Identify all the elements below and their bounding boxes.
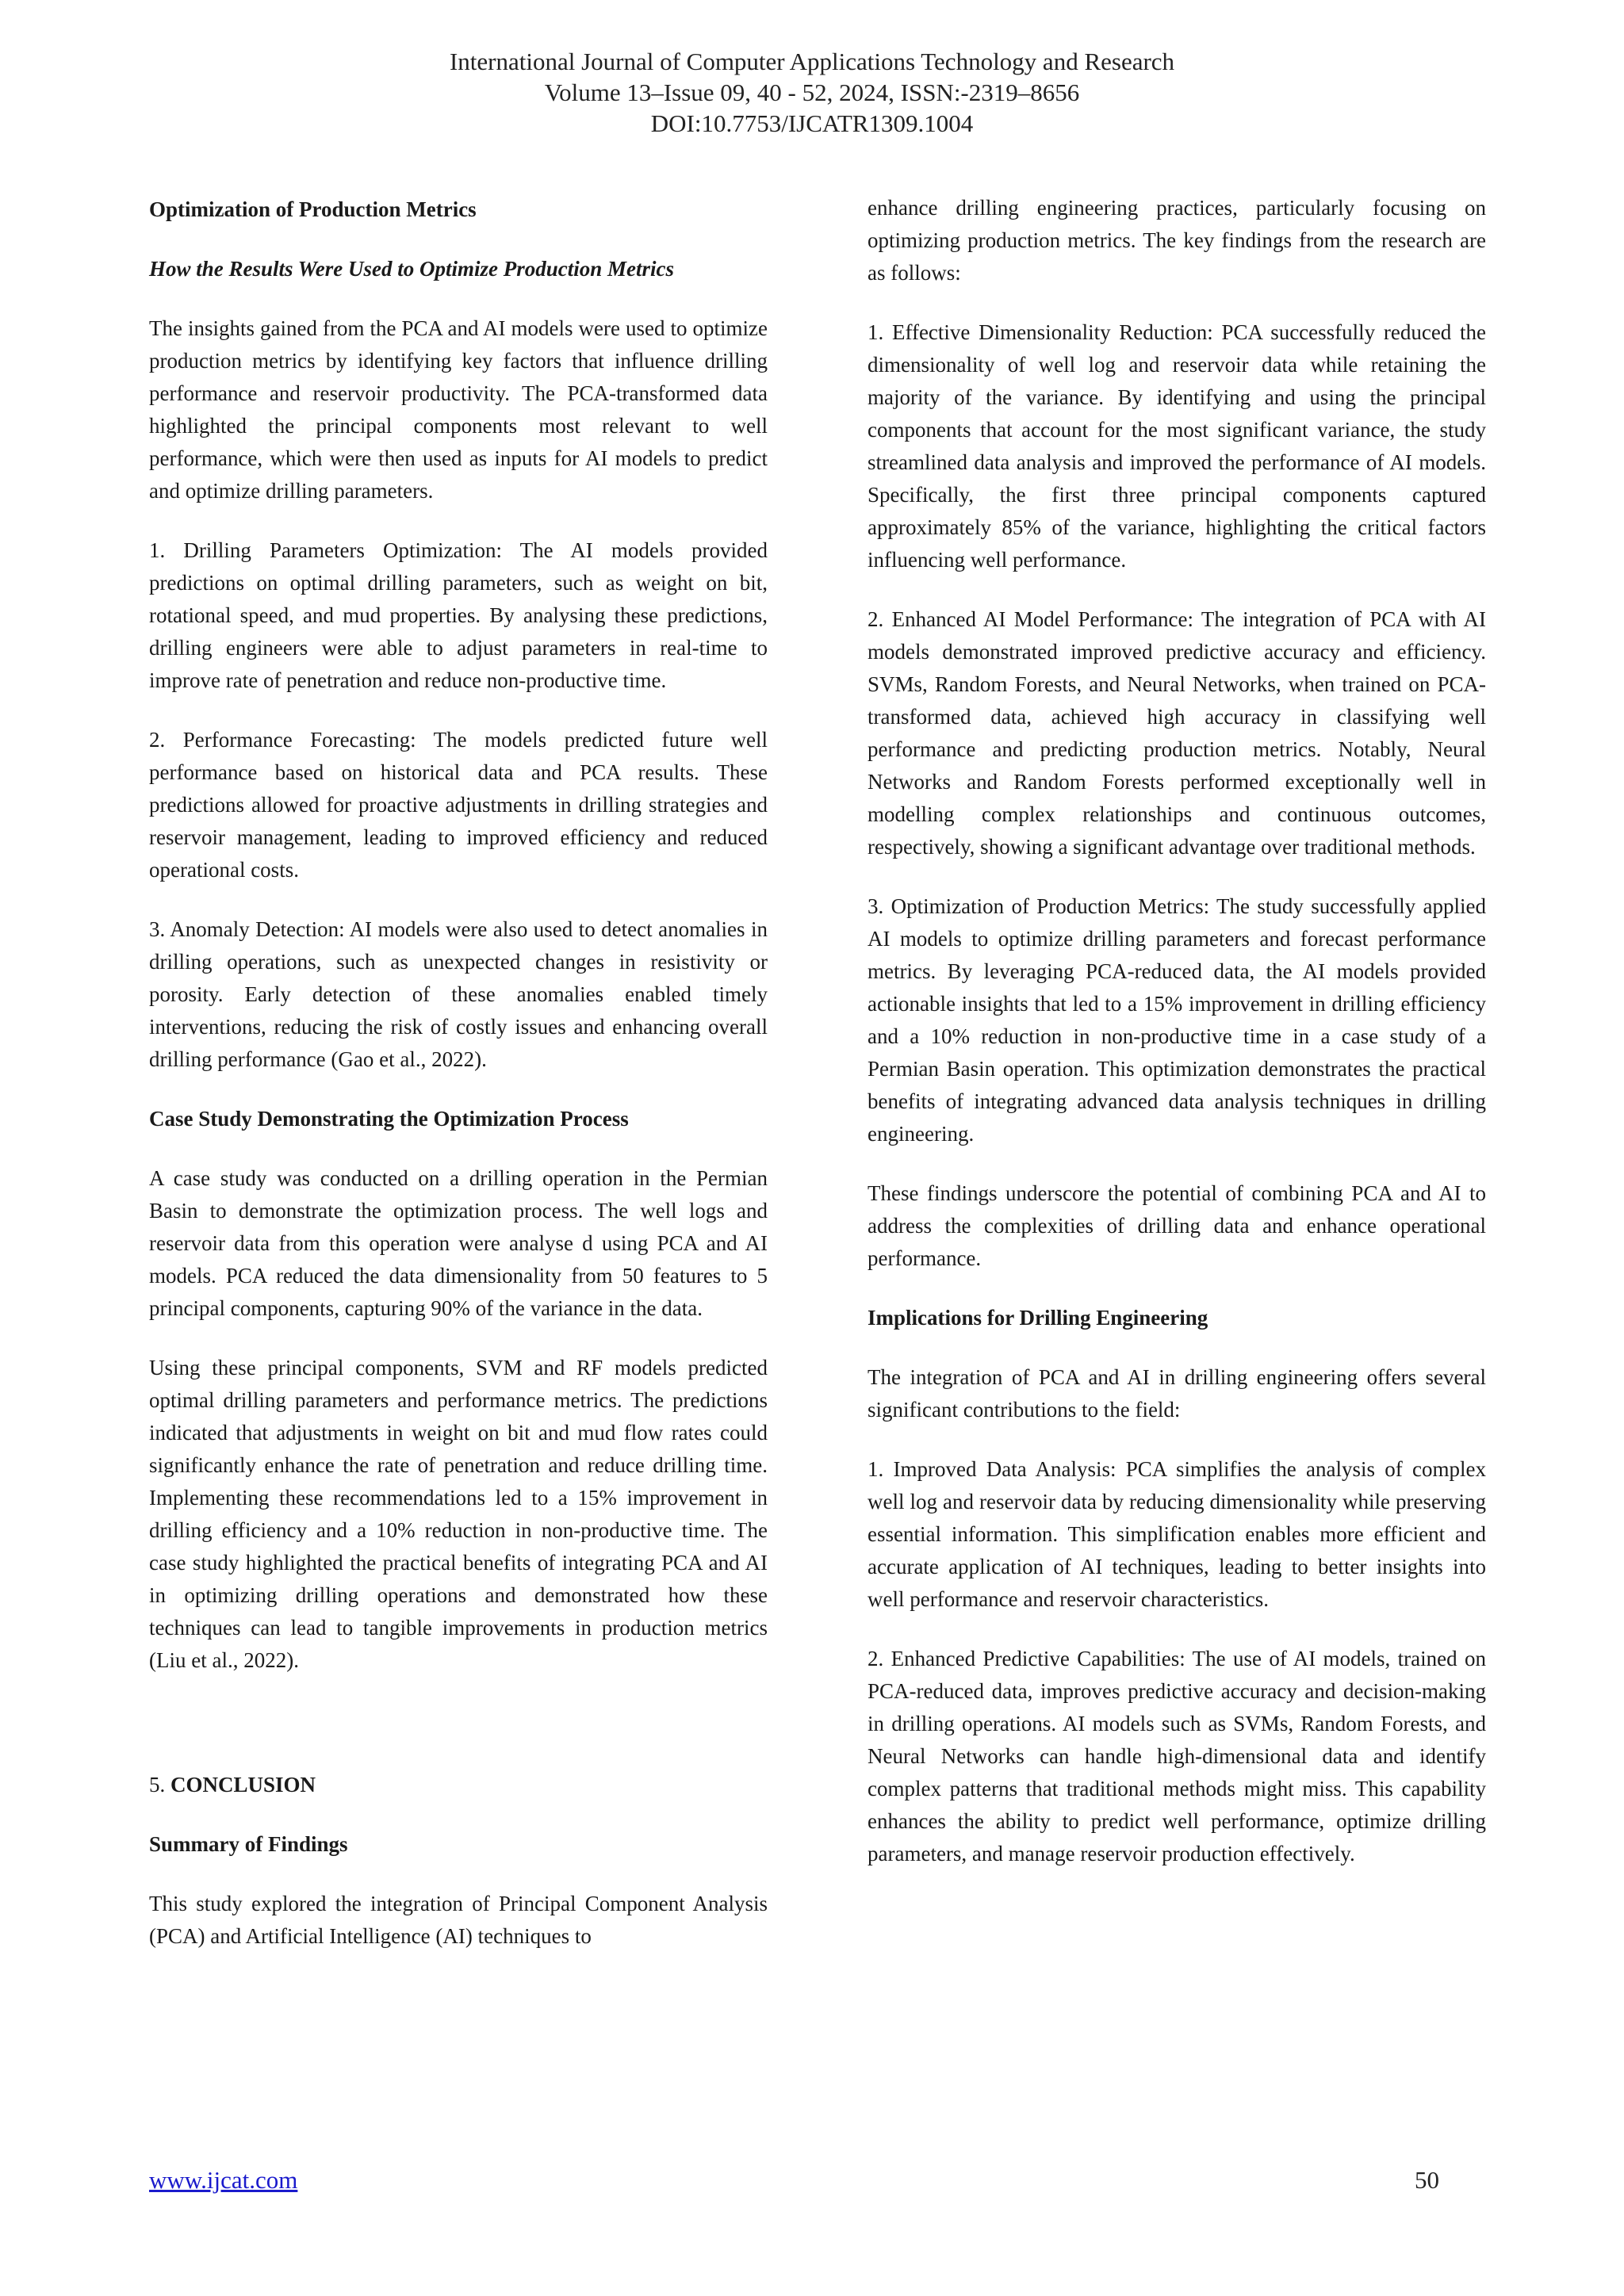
- paragraph-continued: enhance drilling engineering practices, particularly focusing on optimizing production metrics. The key findings from the research are as follows:: [868, 196, 1486, 285]
- website-link[interactable]: www.ijcat.com: [149, 2166, 298, 2194]
- paragraph-performance-forecasting: 2. Performance Forecasting: The models predicted future well performance based on historical data and PCA results. These predictions allowed for proactive adjustments in drilling strategies and reservoir management, leading to improved efficiency and reduced operational costs.: [149, 728, 768, 882]
- paragraph-findings: These findings underscore the potential of combining PCA and AI to address the complexities of drilling data and enhance operational performance.: [868, 1181, 1486, 1270]
- section-heading-conclusion: [149, 1769, 768, 1801]
- blank-space: [149, 1704, 768, 1769]
- paragraph-predictive-capabilities: 2. Enhanced Predictive Capabilities: The use of AI models, trained on PCA-reduced data, improves predictive accuracy and decision-making in drilling operations. AI models such as SVMs, Random Forests, and Neural Networks can handle high-dimensional data and identify complex patterns that traditional methods might miss. This capability enhances the ability to predict well performance, optimize drilling parameters, and manage reservoir production effectively.: [868, 1647, 1486, 1866]
- conclusion-number: 5.: [149, 1773, 170, 1797]
- paragraph-insights: The insights gained from the PCA and AI models were used to optimize production metrics by identifying key factors that influence drilling performance and reservoir productivity. The PCA-transformed data highlighted the principal components most relevant to well performance, which were then used as inputs for AI models to predict and optimize drilling parameters.: [149, 316, 768, 503]
- subsection-heading-summary: Summary of Findings: [149, 1832, 348, 1856]
- section-heading-optimization: Optimization of Production Metrics: [149, 197, 477, 221]
- running-header: [0, 46, 1624, 139]
- paragraph-dimensionality-reduction: 1. Effective Dimensionality Reduction: PCA successfully reduced the dimensionality of well log and reservoir data while retaining the majority of the variance. By identifying and using the principal components that account for the most significant variance, the study streamlined data analysis and improved the performance of AI models. Specifically, the first three principal components captured approximately 85% of the variance, highlighting the critical factors influencing well performance.: [868, 320, 1486, 572]
- journal-title: International Journal of Computer Applications Technology and Research: [449, 48, 1175, 75]
- paragraph-using-components: Using these principal components, SVM and RF models predicted optimal drilling parameters and performance metrics. The predictions indicated that adjustments in weight on bit and mud flow rates could significantly enhance the rate of penetration and reduce drilling time. Implementing these recommendations led to a 15% improvement in drilling efficiency and a 10% reduction in non-productive time. The case study highlighted the practical benefits of integrating PCA and AI in optimizing drilling operations and demonstrated how these techniques can lead to tangible improvements in production metrics (Liu et al., 2022).: [149, 1356, 768, 1672]
- paragraph-integration: The integration of PCA and AI in drilling engineering offers several significant contributions to the field:: [868, 1365, 1486, 1422]
- volume-issue: Volume 13–Issue 09, 40 - 52, 2024, ISSN:-2319–8656: [544, 78, 1080, 106]
- page-number: 50: [1415, 2166, 1439, 2194]
- paragraph-ai-performance: 2. Enhanced AI Model Performance: The integration of PCA with AI models demonstrated improved predictive accuracy and efficiency. SVMs, Random Forests, and Neural Networks, when trained on PCA-transformed data, achieved high accuracy in classifying well performance and predicting production metrics. Notably, Neural Networks and Random Forests performed exceptionally well in modelling complex relationships and continuous outcomes, respectively, showing a significant advantage over traditional methods.: [868, 607, 1486, 859]
- paragraph-anomaly-detection: 3. Anomaly Detection: AI models were also used to detect anomalies in drilling operations, such as unexpected changes in resistivity or porosity. Early detection of these anomalies enabled timely interventions, reducing the risk of costly issues and enhancing overall drilling performance (Gao et al., 2022).: [149, 917, 768, 1071]
- paragraph-production-optimization: 3. Optimization of Production Metrics: The study successfully applied AI models to optimize drilling parameters and forecast performance metrics. By leveraging PCA-reduced data, the AI models provided actionable insights that led to a 15% improvement in drilling efficiency and a 10% reduction in non-productive time in a case study of a Permian Basin operation. This optimization demonstrates the practical benefits of integrating advanced data analysis techniques in drilling engineering.: [868, 894, 1486, 1146]
- section-heading-implications: Implications for Drilling Engineering: [868, 1306, 1208, 1330]
- paragraph-drilling-parameters: 1. Drilling Parameters Optimization: The AI models provided predictions on optimal drilling parameters, such as weight on bit, rotational speed, and mud properties. By analysing these predictions, drilling engineers were able to adjust parameters in real-time to improve rate of penetration and reduce non-productive time.: [149, 538, 768, 692]
- conclusion-title: CONCLUSION: [170, 1773, 316, 1797]
- paragraph-study-explored: This study explored the integration of Principal Component Analysis (PCA) and Artificial Intelligence (AI) techniques to: [149, 1892, 768, 1948]
- section-heading-case-study: Case Study Demonstrating the Optimization Process: [149, 1107, 629, 1131]
- subheading-how-results-used: How the Results Were Used to Optimize Production Metrics: [149, 257, 675, 281]
- doi: DOI:10.7753/IJCATR1309.1004: [650, 109, 974, 137]
- paragraph-case-study: A case study was conducted on a drilling operation in the Permian Basin to demonstrate the optimization process. The well logs and reservoir data from this operation were analyse d using PCA and AI models. PCA reduced the data dimensionality from 50 features to 5 principal components, capturing 90% of the variance in the data.: [149, 1166, 768, 1320]
- right-column: [868, 192, 1486, 1897]
- left-column: [149, 193, 768, 1980]
- paragraph-data-analysis: 1. Improved Data Analysis: PCA simplifies the analysis of complex well log and reservoir data by reducing dimensionality while preserving essential information. This simplification enables more efficient and accurate application of AI techniques, leading to better insights into well performance and reservoir characteristics.: [868, 1457, 1486, 1611]
